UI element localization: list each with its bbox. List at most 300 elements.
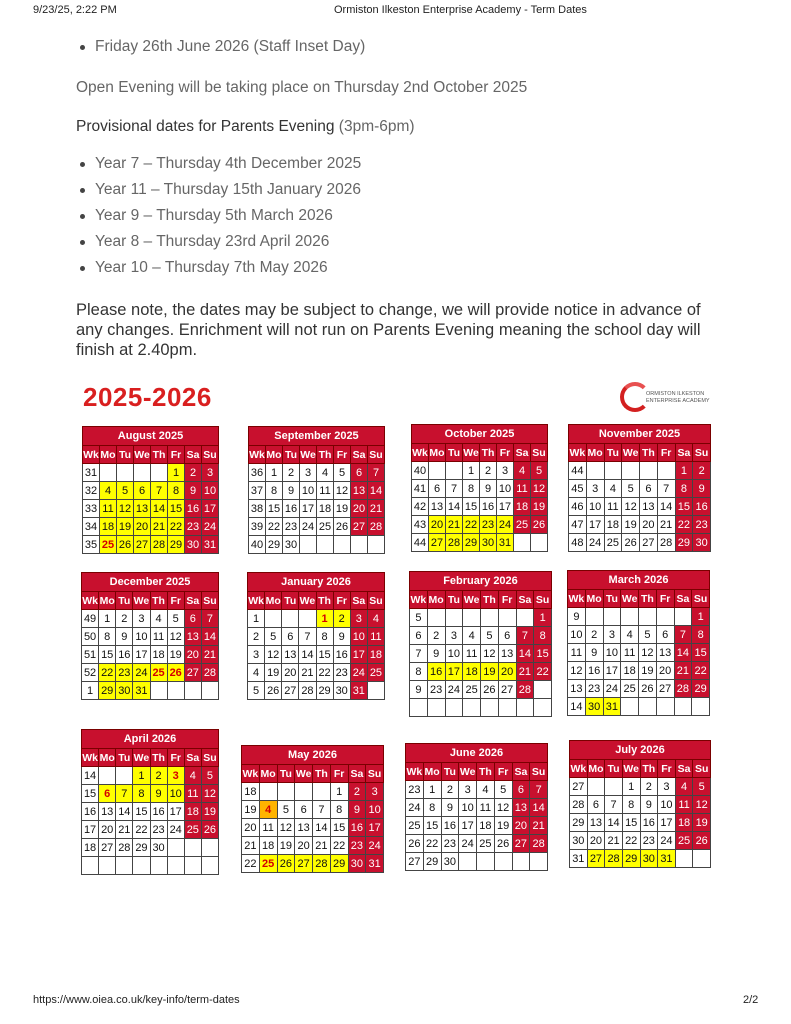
day-cell: 29 bbox=[330, 855, 348, 873]
month-calendar bbox=[247, 572, 385, 700]
day-header: Su bbox=[693, 444, 711, 462]
day-cell: 14 bbox=[116, 803, 133, 821]
day-cell: 5 bbox=[639, 626, 657, 644]
day-cell: 23 bbox=[283, 518, 300, 536]
day-cell: 23 bbox=[333, 664, 350, 682]
day-cell: 22 bbox=[330, 837, 348, 855]
day-cell: 23 bbox=[585, 680, 603, 698]
day-cell: 7 bbox=[516, 627, 534, 645]
day-header: Mo bbox=[423, 763, 441, 781]
day-cell: 16 bbox=[348, 819, 366, 837]
week-number: 48 bbox=[569, 534, 587, 552]
day-cell: 28 bbox=[151, 536, 168, 554]
day-cell bbox=[459, 853, 477, 871]
day-cell bbox=[317, 536, 334, 554]
day-cell: 15 bbox=[316, 646, 333, 664]
day-cell bbox=[116, 767, 133, 785]
day-cell: 2 bbox=[480, 462, 497, 480]
day-cell: 28 bbox=[313, 855, 331, 873]
day-cell: 4 bbox=[621, 626, 639, 644]
day-cell bbox=[351, 536, 368, 554]
day-cell bbox=[621, 698, 639, 716]
day-cell: 2 bbox=[333, 610, 350, 628]
day-cell bbox=[167, 682, 184, 700]
day-cell: 5 bbox=[334, 464, 351, 482]
day-cell: 2 bbox=[441, 781, 459, 799]
day-cell: 9 bbox=[441, 799, 459, 817]
day-cell: 21 bbox=[530, 817, 548, 835]
day-cell: 7 bbox=[368, 464, 385, 482]
day-cell: 16 bbox=[185, 500, 202, 518]
day-cell bbox=[167, 857, 184, 875]
day-cell: 24 bbox=[350, 664, 367, 682]
day-cell: 12 bbox=[622, 498, 640, 516]
week-number: 16 bbox=[82, 803, 99, 821]
day-cell: 2 bbox=[585, 626, 603, 644]
day-cell: 9 bbox=[585, 644, 603, 662]
day-cell bbox=[282, 610, 299, 628]
day-header: Tu bbox=[283, 446, 300, 464]
day-header: Th bbox=[317, 446, 334, 464]
day-cell: 11 bbox=[259, 819, 277, 837]
day-cell: 5 bbox=[693, 778, 711, 796]
day-cell: 27 bbox=[295, 855, 313, 873]
day-cell: 30 bbox=[441, 853, 459, 871]
day-cell bbox=[150, 682, 167, 700]
day-cell: 11 bbox=[463, 645, 481, 663]
day-cell: 22 bbox=[99, 664, 116, 682]
day-header: Tu bbox=[445, 591, 463, 609]
day-cell: 4 bbox=[367, 610, 384, 628]
week-number: 42 bbox=[412, 498, 429, 516]
week-number: 50 bbox=[82, 628, 99, 646]
day-cell: 2 bbox=[116, 610, 133, 628]
day-cell: 8 bbox=[423, 799, 441, 817]
day-cell bbox=[534, 699, 552, 717]
day-header: Fr bbox=[167, 749, 184, 767]
day-cell: 12 bbox=[201, 785, 218, 803]
day-header: Su bbox=[367, 592, 384, 610]
day-cell: 25 bbox=[150, 664, 167, 682]
day-header: Sa bbox=[351, 446, 368, 464]
day-header: Th bbox=[639, 590, 657, 608]
day-cell: 7 bbox=[446, 480, 463, 498]
day-cell: 8 bbox=[622, 796, 640, 814]
day-cell: 19 bbox=[693, 814, 711, 832]
day-cell bbox=[184, 839, 201, 857]
day-cell: 14 bbox=[313, 819, 331, 837]
day-cell: 30 bbox=[150, 839, 167, 857]
day-header: Mo bbox=[99, 749, 116, 767]
day-cell: 6 bbox=[429, 480, 446, 498]
day-cell: 10 bbox=[202, 482, 219, 500]
day-cell: 23 bbox=[150, 821, 167, 839]
day-cell: 17 bbox=[366, 819, 384, 837]
day-header: Mo bbox=[259, 765, 277, 783]
day-cell: 7 bbox=[151, 482, 168, 500]
day-cell bbox=[116, 857, 133, 875]
day-header: Su bbox=[692, 590, 710, 608]
day-header: We bbox=[133, 749, 150, 767]
day-cell bbox=[201, 682, 218, 700]
day-header: Mo bbox=[427, 591, 445, 609]
day-header: Sa bbox=[674, 590, 692, 608]
day-cell: 17 bbox=[658, 814, 676, 832]
day-header: We bbox=[622, 760, 640, 778]
day-cell: 6 bbox=[640, 480, 658, 498]
open-evening: Open Evening will be taking place on Thursday 2nd October 2025 bbox=[76, 79, 528, 96]
day-header: We bbox=[299, 592, 316, 610]
day-cell: 4 bbox=[100, 482, 117, 500]
day-cell: 28 bbox=[299, 682, 316, 700]
week-number: 25 bbox=[406, 817, 424, 835]
month-title: May 2026 bbox=[242, 746, 384, 765]
day-cell: 12 bbox=[334, 482, 351, 500]
week-number: 3 bbox=[248, 646, 265, 664]
day-cell bbox=[585, 608, 603, 626]
day-cell: 27 bbox=[640, 534, 658, 552]
day-cell bbox=[586, 462, 604, 480]
day-cell: 16 bbox=[480, 498, 497, 516]
day-cell: 26 bbox=[531, 516, 548, 534]
month-calendar bbox=[81, 572, 219, 700]
day-cell: 13 bbox=[282, 646, 299, 664]
day-cell: 5 bbox=[494, 781, 512, 799]
day-header: Su bbox=[201, 592, 218, 610]
day-header: Fr bbox=[494, 763, 512, 781]
day-cell bbox=[277, 783, 295, 801]
week-number: 8 bbox=[410, 663, 428, 681]
day-cell bbox=[530, 853, 548, 871]
day-cell: 20 bbox=[512, 817, 530, 835]
day-cell: 12 bbox=[494, 799, 512, 817]
day-cell: 2 bbox=[185, 464, 202, 482]
day-header: Mo bbox=[99, 592, 116, 610]
day-header: Su bbox=[531, 444, 548, 462]
day-cell: 4 bbox=[477, 781, 495, 799]
month-calendar bbox=[567, 570, 710, 716]
inset-text: Friday 26th June 2026 (Staff Inset Day) bbox=[95, 38, 366, 55]
day-cell: 23 bbox=[116, 664, 133, 682]
day-cell: 2 bbox=[348, 783, 366, 801]
day-cell: 27 bbox=[429, 534, 446, 552]
day-header: Th bbox=[151, 446, 168, 464]
day-header: Wk bbox=[406, 763, 424, 781]
day-cell bbox=[463, 699, 481, 717]
week-number: 1 bbox=[82, 682, 99, 700]
day-cell: 11 bbox=[477, 799, 495, 817]
day-cell: 20 bbox=[498, 663, 516, 681]
day-cell: 29 bbox=[99, 682, 116, 700]
day-cell: 1 bbox=[622, 778, 640, 796]
day-cell: 22 bbox=[622, 832, 640, 850]
day-header: Wk bbox=[570, 760, 588, 778]
day-cell: 12 bbox=[531, 480, 548, 498]
day-header: Tu bbox=[282, 592, 299, 610]
week-number: 30 bbox=[570, 832, 588, 850]
month-title: October 2025 bbox=[412, 425, 548, 444]
day-cell bbox=[117, 464, 134, 482]
day-header: We bbox=[134, 446, 151, 464]
day-cell: 29 bbox=[423, 853, 441, 871]
day-cell: 14 bbox=[657, 498, 675, 516]
day-cell: 2 bbox=[150, 767, 167, 785]
day-cell: 25 bbox=[367, 664, 384, 682]
day-cell: 27 bbox=[134, 536, 151, 554]
day-cell: 30 bbox=[693, 534, 711, 552]
day-cell bbox=[134, 464, 151, 482]
day-header: Su bbox=[534, 591, 552, 609]
day-header: Su bbox=[202, 446, 219, 464]
day-cell: 15 bbox=[423, 817, 441, 835]
day-cell: 13 bbox=[184, 628, 201, 646]
day-cell: 5 bbox=[201, 767, 218, 785]
day-header: Sa bbox=[675, 760, 693, 778]
day-cell: 16 bbox=[693, 498, 711, 516]
day-cell: 18 bbox=[463, 663, 481, 681]
day-header: Fr bbox=[498, 591, 516, 609]
day-header: Su bbox=[366, 765, 384, 783]
week-number: 31 bbox=[83, 464, 100, 482]
day-cell: 4 bbox=[184, 767, 201, 785]
day-cell: 25 bbox=[317, 518, 334, 536]
day-cell: 16 bbox=[116, 646, 133, 664]
day-header: Tu bbox=[605, 760, 623, 778]
day-cell: 27 bbox=[587, 850, 605, 868]
day-cell: 28 bbox=[605, 850, 623, 868]
day-cell: 13 bbox=[99, 803, 116, 821]
day-cell bbox=[587, 778, 605, 796]
bullet-dot bbox=[80, 214, 85, 219]
day-cell: 30 bbox=[185, 536, 202, 554]
day-cell: 8 bbox=[99, 628, 116, 646]
day-cell: 11 bbox=[184, 785, 201, 803]
day-cell bbox=[477, 853, 495, 871]
day-cell bbox=[639, 608, 657, 626]
day-cell: 23 bbox=[185, 518, 202, 536]
day-cell bbox=[656, 608, 674, 626]
day-cell: 3 bbox=[167, 767, 184, 785]
day-cell: 9 bbox=[348, 801, 366, 819]
day-cell: 10 bbox=[133, 628, 150, 646]
day-cell: 18 bbox=[367, 646, 384, 664]
day-cell: 9 bbox=[333, 628, 350, 646]
parents-heading-line bbox=[76, 118, 415, 136]
day-cell: 8 bbox=[692, 626, 710, 644]
day-cell: 1 bbox=[692, 608, 710, 626]
week-number: 5 bbox=[248, 682, 265, 700]
day-header: Th bbox=[481, 591, 499, 609]
day-cell: 29 bbox=[622, 850, 640, 868]
day-cell: 10 bbox=[658, 796, 676, 814]
day-header: We bbox=[463, 591, 481, 609]
day-cell: 28 bbox=[516, 681, 534, 699]
day-cell: 11 bbox=[317, 482, 334, 500]
day-header: Tu bbox=[116, 749, 133, 767]
day-header: Wk bbox=[242, 765, 260, 783]
day-cell: 13 bbox=[429, 498, 446, 516]
day-cell: 3 bbox=[586, 480, 604, 498]
day-cell: 26 bbox=[167, 664, 184, 682]
day-cell: 9 bbox=[283, 482, 300, 500]
day-cell: 18 bbox=[514, 498, 531, 516]
day-cell: 6 bbox=[184, 610, 201, 628]
print-date: 9/23/25, 2:22 PM bbox=[33, 4, 117, 16]
day-cell: 19 bbox=[277, 837, 295, 855]
day-cell: 12 bbox=[693, 796, 711, 814]
day-cell: 26 bbox=[201, 821, 218, 839]
week-number: 23 bbox=[406, 781, 424, 799]
day-cell: 1 bbox=[266, 464, 283, 482]
bullet-dot bbox=[80, 240, 85, 245]
day-header: Su bbox=[530, 763, 548, 781]
day-cell: 17 bbox=[445, 663, 463, 681]
day-cell: 29 bbox=[675, 534, 693, 552]
day-cell: 22 bbox=[675, 516, 693, 534]
day-cell: 9 bbox=[693, 480, 711, 498]
day-header: Fr bbox=[497, 444, 514, 462]
week-number: 28 bbox=[570, 796, 588, 814]
day-cell: 31 bbox=[603, 698, 621, 716]
day-cell bbox=[265, 610, 282, 628]
day-cell: 21 bbox=[299, 664, 316, 682]
day-cell: 22 bbox=[463, 516, 480, 534]
day-header: We bbox=[133, 592, 150, 610]
day-cell: 13 bbox=[512, 799, 530, 817]
day-cell: 10 bbox=[603, 644, 621, 662]
day-cell: 22 bbox=[266, 518, 283, 536]
day-cell: 7 bbox=[657, 480, 675, 498]
day-cell: 6 bbox=[587, 796, 605, 814]
day-header: Tu bbox=[603, 590, 621, 608]
day-cell: 13 bbox=[295, 819, 313, 837]
day-cell: 25 bbox=[621, 680, 639, 698]
day-cell bbox=[512, 853, 530, 871]
day-cell: 20 bbox=[295, 837, 313, 855]
day-cell: 26 bbox=[639, 680, 657, 698]
day-cell: 27 bbox=[99, 839, 116, 857]
day-cell: 16 bbox=[333, 646, 350, 664]
day-cell bbox=[675, 850, 693, 868]
day-header: Su bbox=[693, 760, 711, 778]
week-number: 29 bbox=[570, 814, 588, 832]
day-header: We bbox=[459, 763, 477, 781]
day-cell: 12 bbox=[639, 644, 657, 662]
day-cell: 26 bbox=[334, 518, 351, 536]
day-cell: 19 bbox=[201, 803, 218, 821]
day-cell: 18 bbox=[259, 837, 277, 855]
day-cell bbox=[657, 462, 675, 480]
day-cell: 17 bbox=[133, 646, 150, 664]
day-cell: 21 bbox=[151, 518, 168, 536]
day-cell: 17 bbox=[202, 500, 219, 518]
day-cell: 24 bbox=[459, 835, 477, 853]
day-header: Fr bbox=[330, 765, 348, 783]
day-header: We bbox=[295, 765, 313, 783]
day-cell bbox=[446, 462, 463, 480]
month-calendar bbox=[569, 740, 711, 868]
day-cell: 13 bbox=[498, 645, 516, 663]
week-number: 39 bbox=[249, 518, 266, 536]
week-number: 27 bbox=[570, 778, 588, 796]
day-header: We bbox=[300, 446, 317, 464]
month-calendar bbox=[568, 424, 711, 552]
day-cell: 6 bbox=[498, 627, 516, 645]
day-cell: 9 bbox=[185, 482, 202, 500]
day-cell: 30 bbox=[480, 534, 497, 552]
day-cell: 23 bbox=[480, 516, 497, 534]
day-cell: 4 bbox=[675, 778, 693, 796]
day-header: Tu bbox=[116, 592, 133, 610]
month-calendar bbox=[411, 424, 548, 552]
day-cell: 1 bbox=[133, 767, 150, 785]
day-cell: 18 bbox=[150, 646, 167, 664]
day-cell: 31 bbox=[366, 855, 384, 873]
day-cell: 12 bbox=[277, 819, 295, 837]
day-header: Tu bbox=[117, 446, 134, 464]
day-cell: 24 bbox=[202, 518, 219, 536]
day-cell: 5 bbox=[622, 480, 640, 498]
day-cell bbox=[481, 699, 499, 717]
day-cell: 16 bbox=[441, 817, 459, 835]
day-header: Th bbox=[150, 592, 167, 610]
day-cell: 9 bbox=[116, 628, 133, 646]
day-header: Th bbox=[316, 592, 333, 610]
month-calendar bbox=[82, 426, 219, 554]
day-header: Su bbox=[201, 749, 218, 767]
day-cell: 25 bbox=[514, 516, 531, 534]
month-title: June 2026 bbox=[406, 744, 548, 763]
day-cell: 3 bbox=[366, 783, 384, 801]
day-cell: 15 bbox=[99, 646, 116, 664]
week-number: 9 bbox=[410, 681, 428, 699]
day-header: Tu bbox=[441, 763, 459, 781]
day-cell: 13 bbox=[640, 498, 658, 516]
day-cell: 25 bbox=[675, 832, 693, 850]
day-cell bbox=[693, 850, 711, 868]
day-cell bbox=[429, 462, 446, 480]
day-cell: 26 bbox=[693, 832, 711, 850]
month-title: August 2025 bbox=[83, 427, 219, 446]
day-cell bbox=[463, 609, 481, 627]
day-cell: 17 bbox=[300, 500, 317, 518]
day-cell bbox=[299, 610, 316, 628]
week-number: 20 bbox=[242, 819, 260, 837]
day-cell: 14 bbox=[151, 500, 168, 518]
week-number bbox=[82, 857, 99, 875]
day-header: Wk bbox=[83, 446, 100, 464]
day-cell: 14 bbox=[605, 814, 623, 832]
day-cell: 18 bbox=[621, 662, 639, 680]
day-cell bbox=[184, 682, 201, 700]
day-cell: 18 bbox=[477, 817, 495, 835]
day-cell bbox=[427, 609, 445, 627]
day-cell: 12 bbox=[481, 645, 499, 663]
day-cell bbox=[498, 609, 516, 627]
day-header: Sa bbox=[516, 591, 534, 609]
day-cell: 21 bbox=[368, 500, 385, 518]
day-cell bbox=[300, 536, 317, 554]
bullet-dot bbox=[80, 45, 85, 50]
week-number: 41 bbox=[412, 480, 429, 498]
day-cell: 8 bbox=[133, 785, 150, 803]
day-cell: 11 bbox=[675, 796, 693, 814]
day-header: Wk bbox=[410, 591, 428, 609]
week-number: 4 bbox=[248, 664, 265, 682]
day-cell: 20 bbox=[640, 516, 658, 534]
day-cell bbox=[184, 857, 201, 875]
day-cell: 25 bbox=[184, 821, 201, 839]
